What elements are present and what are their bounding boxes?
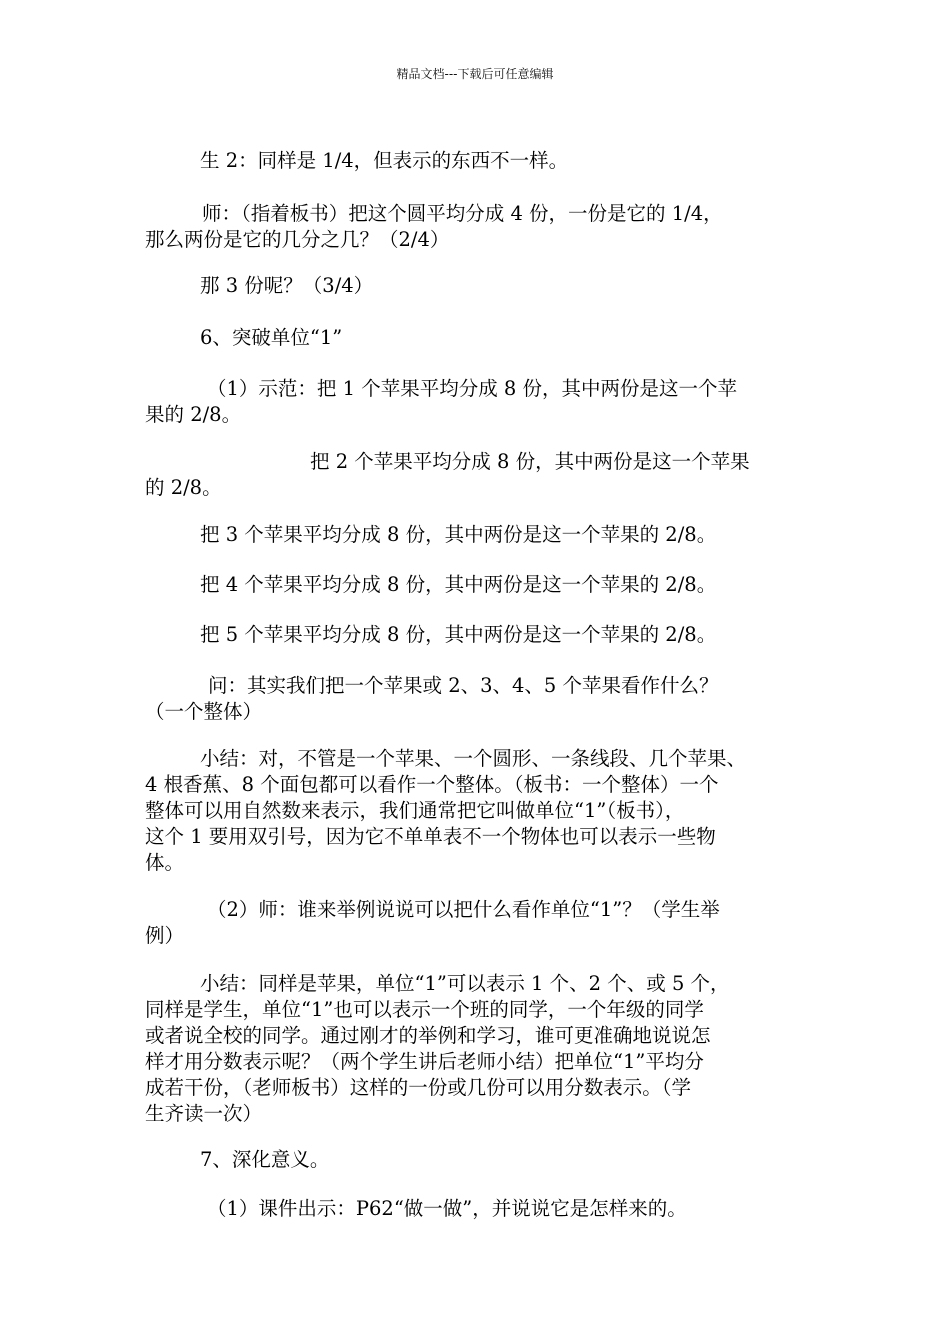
paragraph-demo-2 bbox=[145, 449, 825, 501]
paragraph-line: 把 2 个苹果平均分成 8 份，其中两份是这一个苹果 bbox=[310, 450, 750, 473]
paragraph-demo-1 bbox=[145, 376, 825, 428]
paragraph-line: 整体可以用自然数来表示，我们通常把它叫做单位“1”（板书）， bbox=[145, 799, 685, 822]
paragraph-line: （2）师：谁来举例说说可以把什么看作单位“1”？（学生举 bbox=[207, 898, 720, 921]
paragraph-line: （一个整体） bbox=[145, 700, 263, 723]
paragraph-line: 生齐读一次） bbox=[145, 1102, 263, 1125]
paragraph-line: 问：其实我们把一个苹果或 2、3、4、5 个苹果看作什么？ bbox=[208, 674, 719, 697]
section-heading-7 bbox=[145, 1147, 825, 1173]
paragraph-line: 小结：同样是苹果，单位“1”可以表示 1 个、2 个、或 5 个， bbox=[200, 972, 730, 995]
paragraph-teacher-examples bbox=[145, 897, 825, 949]
section-heading-6 bbox=[145, 325, 825, 351]
paragraph-line: 果的 2/8。 bbox=[145, 403, 242, 426]
paragraph-line: 把 3 个苹果平均分成 8 份，其中两份是这一个苹果的 2/8。 bbox=[200, 523, 717, 546]
paragraph-summary-fractions bbox=[145, 971, 825, 1127]
paragraph-teacher-question bbox=[145, 201, 825, 253]
paragraph-line: 或者说全校的同学。通过刚才的举例和学习，谁可更准确地说说怎 bbox=[145, 1024, 711, 1047]
paragraph-demo-3 bbox=[145, 522, 825, 548]
paragraph-line: 同样是学生，单位“1”也可以表示一个班的同学，一个年级的同学 bbox=[145, 998, 704, 1021]
paragraph-line: （1）示范：把 1 个苹果平均分成 8 份，其中两份是这一个苹 bbox=[207, 377, 738, 400]
paragraph-line: 体。 bbox=[145, 851, 185, 874]
paragraph-question-whole bbox=[145, 673, 825, 725]
page-header: 精品文档---下载后可任意编辑 bbox=[396, 67, 554, 81]
paragraph-line: 成若干份，（老师板书）这样的一份或几份可以用分数表示。（学 bbox=[145, 1076, 692, 1099]
paragraph-line: 的 2/8。 bbox=[145, 476, 222, 499]
paragraph-line: （1）课件出示：P62“做一做”，并说说它是怎样来的。 bbox=[207, 1197, 687, 1220]
paragraph-courseware bbox=[145, 1196, 825, 1222]
paragraph-line: 4 根香蕉、8 个面包都可以看作一个整体。（板书：一个整体）一个 bbox=[145, 773, 719, 796]
paragraph-line: 例） bbox=[145, 924, 185, 947]
paragraph-line: 那么两份是它的几分之几？（2/4） bbox=[145, 228, 450, 251]
paragraph-line: 这个 1 要用双引号，因为它不单单表不一个物体也可以表示一些物 bbox=[145, 825, 716, 848]
paragraph-student-2 bbox=[145, 148, 825, 174]
paragraph-line: 6、突破单位“1” bbox=[200, 326, 343, 349]
paragraph-demo-4 bbox=[145, 572, 825, 598]
paragraph-line: 把 5 个苹果平均分成 8 份，其中两份是这一个苹果的 2/8。 bbox=[200, 623, 717, 646]
paragraph-line: 小结：对，不管是一个苹果、一个圆形、一条线段、几个苹果、 bbox=[200, 747, 747, 770]
paragraph-line: 师：（指着板书）把这个圆平均分成 4 份，一份是它的 1/4， bbox=[202, 202, 723, 225]
paragraph-line: 生 2：同样是 1/4，但表示的东西不一样。 bbox=[200, 149, 569, 172]
paragraph-demo-5 bbox=[145, 622, 825, 648]
paragraph-three-parts bbox=[145, 273, 825, 299]
paragraph-line: 样才用分数表示呢？（两个学生讲后老师小结）把单位“1”平均分 bbox=[145, 1050, 704, 1073]
paragraph-summary-unit-one bbox=[145, 746, 825, 876]
paragraph-line: 那 3 份呢？（3/4） bbox=[200, 274, 374, 297]
paragraph-line: 把 4 个苹果平均分成 8 份，其中两份是这一个苹果的 2/8。 bbox=[200, 573, 717, 596]
paragraph-line: 7、深化意义。 bbox=[200, 1148, 330, 1171]
